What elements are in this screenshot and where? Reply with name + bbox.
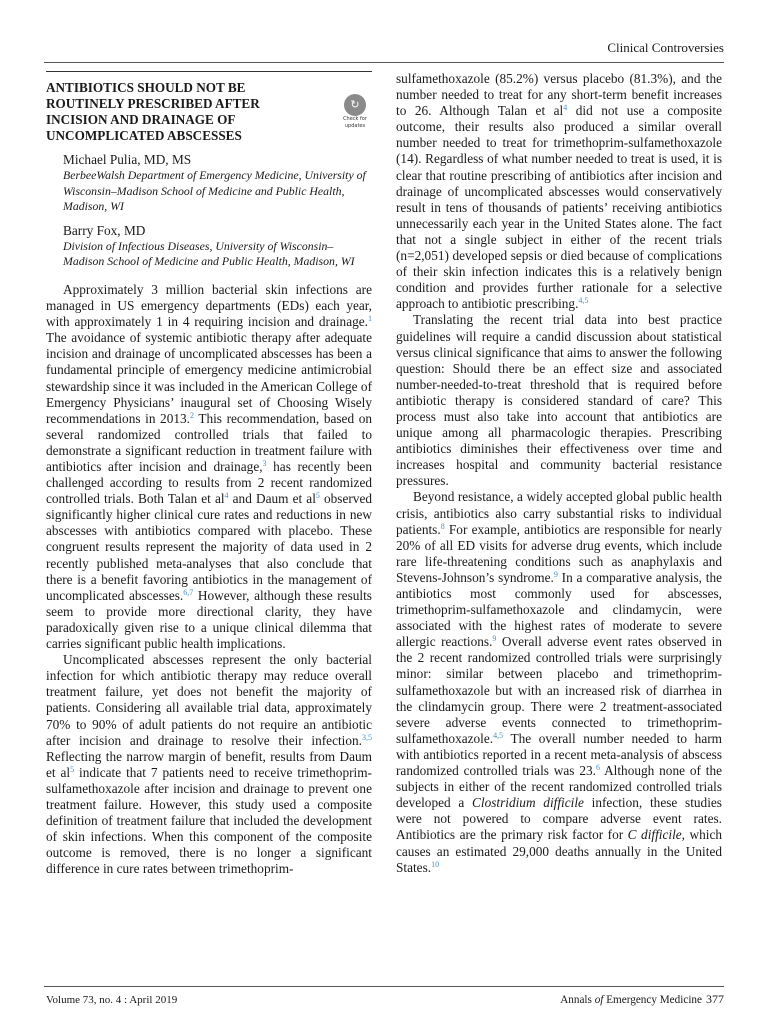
text-run: did not use a composite outcome, their results also produced a similar overall number needed to treat for trimethoprim-sulfamethoxazole (14). Regardless of what number needed to treat is used, it is clear that routine prescribing of antibiotics after incision and drainage of uncomplicated abscesses would conservatively result in tens of thousands of patients’ receiving antibiotics unnecessarily each year in the United States alone. The fact that not a single subject in either of the recent trials (n=2,051) developed sepsis or died because of complications of their skin infection indicates this is a relatively benign condition and provides further rationale for a selective approach to antibiotic prescribing. <box>396 103 722 312</box>
citation-link[interactable]: 6 <box>595 763 600 773</box>
left-column <box>46 71 372 877</box>
citation-link[interactable]: 5 <box>315 491 320 501</box>
text-run: sulfamethoxazole (85.2%) versus placebo (81.3%), and the number needed to treat for any short-term benefit increases to 26. Although Talan et al <box>396 71 722 119</box>
header-rule <box>44 62 724 63</box>
text-run: and Daum et al <box>228 491 316 507</box>
citation-link[interactable]: 4 <box>224 491 229 501</box>
badge-line-1: Check for <box>343 116 367 122</box>
journal-name-post: Emergency Medicine <box>603 994 702 1006</box>
citation-link[interactable]: 3 <box>262 459 267 468</box>
text-run: which causes an estimated 29,000 deaths annually in the United States. <box>396 827 723 875</box>
text-run: has recently been challenged according to results from 2 recent randomized controlled trials. Both Talan et al <box>46 459 372 507</box>
footer-journal <box>560 992 724 1007</box>
check-for-updates-badge[interactable] <box>338 94 372 129</box>
citation-link[interactable]: 8 <box>440 521 445 531</box>
text-run: Uncomplicated abscesses represent the only bacterial infection for which antibiotic therapy may reduce overall treatment failure, yet does not benefit the majority of patients. Considering all available trial data, approximately 70% to 90% of adult patients do not require an antibiotic after incision and drainage to resolve their infection. <box>46 652 372 748</box>
journal-name-of: of <box>594 994 604 1006</box>
text-run: The overall number needed to harm with antibiotics reported in a recent meta-analysis of abscess randomized controlled trials was 23. <box>396 730 722 779</box>
article-title: ANTIBIOTICS SHOULD NOT BE ROUTINELY PRESCRIBED AFTER INCISION AND DRAINAGE OF UNCOMPLICATED ABSCESSES <box>46 80 260 143</box>
citation-link[interactable]: 1 <box>368 314 372 324</box>
text-run: Reflecting the narrow margin of benefit, results from Daum et al <box>46 748 372 780</box>
citation-link[interactable]: 5 <box>70 764 75 774</box>
citation-link[interactable]: 6,7 <box>183 587 194 597</box>
text-run: observed significantly higher clinical cure rates and reductions in new abscesses with antibiotics compared with placebo. These congruent results represent the majority of data used in 2 recently published meta-analyses that also conclude that there is a benefit favoring antibiotics in the management of uncomplicated abscesses. <box>46 491 373 603</box>
author-name: Barry Fox, MD <box>63 222 146 238</box>
footer-volume: Volume 73, no. 4 : April 2019 <box>46 994 178 1006</box>
text-run: Overall adverse event rates observed in the 2 recent randomized controlled trials were surprisingly minor: similar between placebo and trimethoprim-sulfamethoxazole but with an increased risk of diarrhea in the clindamycin group. There were 2 treatment-associated severe adverse events connected to trimethoprim-sulfamethoxazole. <box>396 634 722 746</box>
text-run: The avoidance of systemic antibiotic therapy after adequate incision and drainage of uncomplicated abscesses has been a fundamental principle of emergency medicine antimicrobial stewardship since it was included in the American College of Emergency Physicians’ inaugural set of Choosing Wisely recommendations in 2013. <box>46 330 372 426</box>
citation-link[interactable]: 9 <box>553 569 558 579</box>
citation-link[interactable]: 2 <box>189 410 194 420</box>
author-block <box>63 223 372 270</box>
text-run: indicate that 7 patients need to receive trimethoprim-sulfamethoxazole after incision and drainage to prevent one treatment failure. However, this study used a composite definition of treatment failure that included the development of skin infections. When this component of the composite outcome is removed, there is no longer a significant difference in cure rates between trimethoprim- <box>46 764 372 877</box>
body-text-left <box>46 282 372 877</box>
badge-line-2: updates <box>344 122 366 129</box>
text-run: Translating the recent trial data into best practice guidelines will require a candid discussion about statistical versus clinical significance that aims to answer the following question: Should there be an effect size and associated number-needed-to-treat threshold that is required before antibiotic therapy is considered standard of care? This process must also take into account that antibiotics are unique among all pharmacologic therapies. Prescribing antibiotics diminishes their effectiveness over time and increases hospital and community bacterial resistance pressures. <box>396 312 722 489</box>
text-run: Approximately 3 million bacterial skin infections are managed in US emergency departments (EDs) each year, with approximately 1 in 4 requiring incision and drainage. <box>46 281 372 330</box>
check-updates-icon: ↻ <box>344 94 366 116</box>
text-run: However, although these results seem to provide more directional clarity, they have paradoxically given rise to a unique clinical dilemma that carries significant public health implications. <box>46 587 372 652</box>
page-number: 377 <box>706 992 724 1006</box>
text-run: infection, these studies were not powered to compare adverse event rates. Antibiotics are the primary risk factor for <box>396 795 722 843</box>
citation-link[interactable]: 4,5 <box>493 730 504 740</box>
article-header <box>46 71 372 144</box>
citation-link[interactable]: 3,5 <box>362 732 372 742</box>
citation-link[interactable]: 9 <box>492 634 497 644</box>
text-run: This recommendation, based on several randomized controlled trials that failed to demonstrate a significant reduction in treatment failure with antibiotics after incision and drainage, <box>46 410 373 474</box>
author-affiliation: BerbeeWalsh Department of Emergency Medicine, University of Wisconsin–Madison School of Medicine and Public Health, Madison, WI <box>63 168 366 214</box>
right-column <box>396 71 722 876</box>
paragraph <box>396 489 722 875</box>
italic-text: Clostridium difficile <box>472 795 584 811</box>
text-run: Although none of the subjects in either of the recent randomized controlled trials developed a <box>396 763 723 811</box>
text-run: Beyond resistance, a widely accepted global public health crisis, antibiotics also carry substantial risks to individual patients. <box>396 489 722 537</box>
author-block <box>63 152 372 215</box>
journal-name-pre: Annals <box>560 994 595 1006</box>
italic-text: C difficile, <box>627 827 685 843</box>
citation-link[interactable]: 10 <box>431 859 440 869</box>
footer-rule <box>44 986 724 987</box>
citation-link[interactable]: 4,5 <box>578 296 589 306</box>
paragraph <box>396 71 722 312</box>
paragraph <box>46 652 372 877</box>
paragraph <box>46 282 372 652</box>
text-run: For example, antibiotics are responsible for nearly 20% of all ED visits for adverse drug events, which include rare life-threatening conditions such as anaphylaxis and Stevens-Johnson’s syndrome. <box>396 521 722 585</box>
author-name: Michael Pulia, MD, MS <box>63 152 192 167</box>
paragraph <box>396 312 722 489</box>
author-affiliation: Division of Infectious Diseases, University of Wisconsin–Madison School of Medicine and Public Health, Madison, WI <box>63 238 355 269</box>
section-label: Clinical Controversies <box>607 40 724 55</box>
text-run: In a comparative analysis, the antibiotics most commonly used for abscesses, trimethoprim-sulfamethoxazole and clindamycin, were associated with the highest rates of moderate to severe allergic reactions. <box>396 569 723 650</box>
citation-link[interactable]: 4 <box>563 103 568 113</box>
